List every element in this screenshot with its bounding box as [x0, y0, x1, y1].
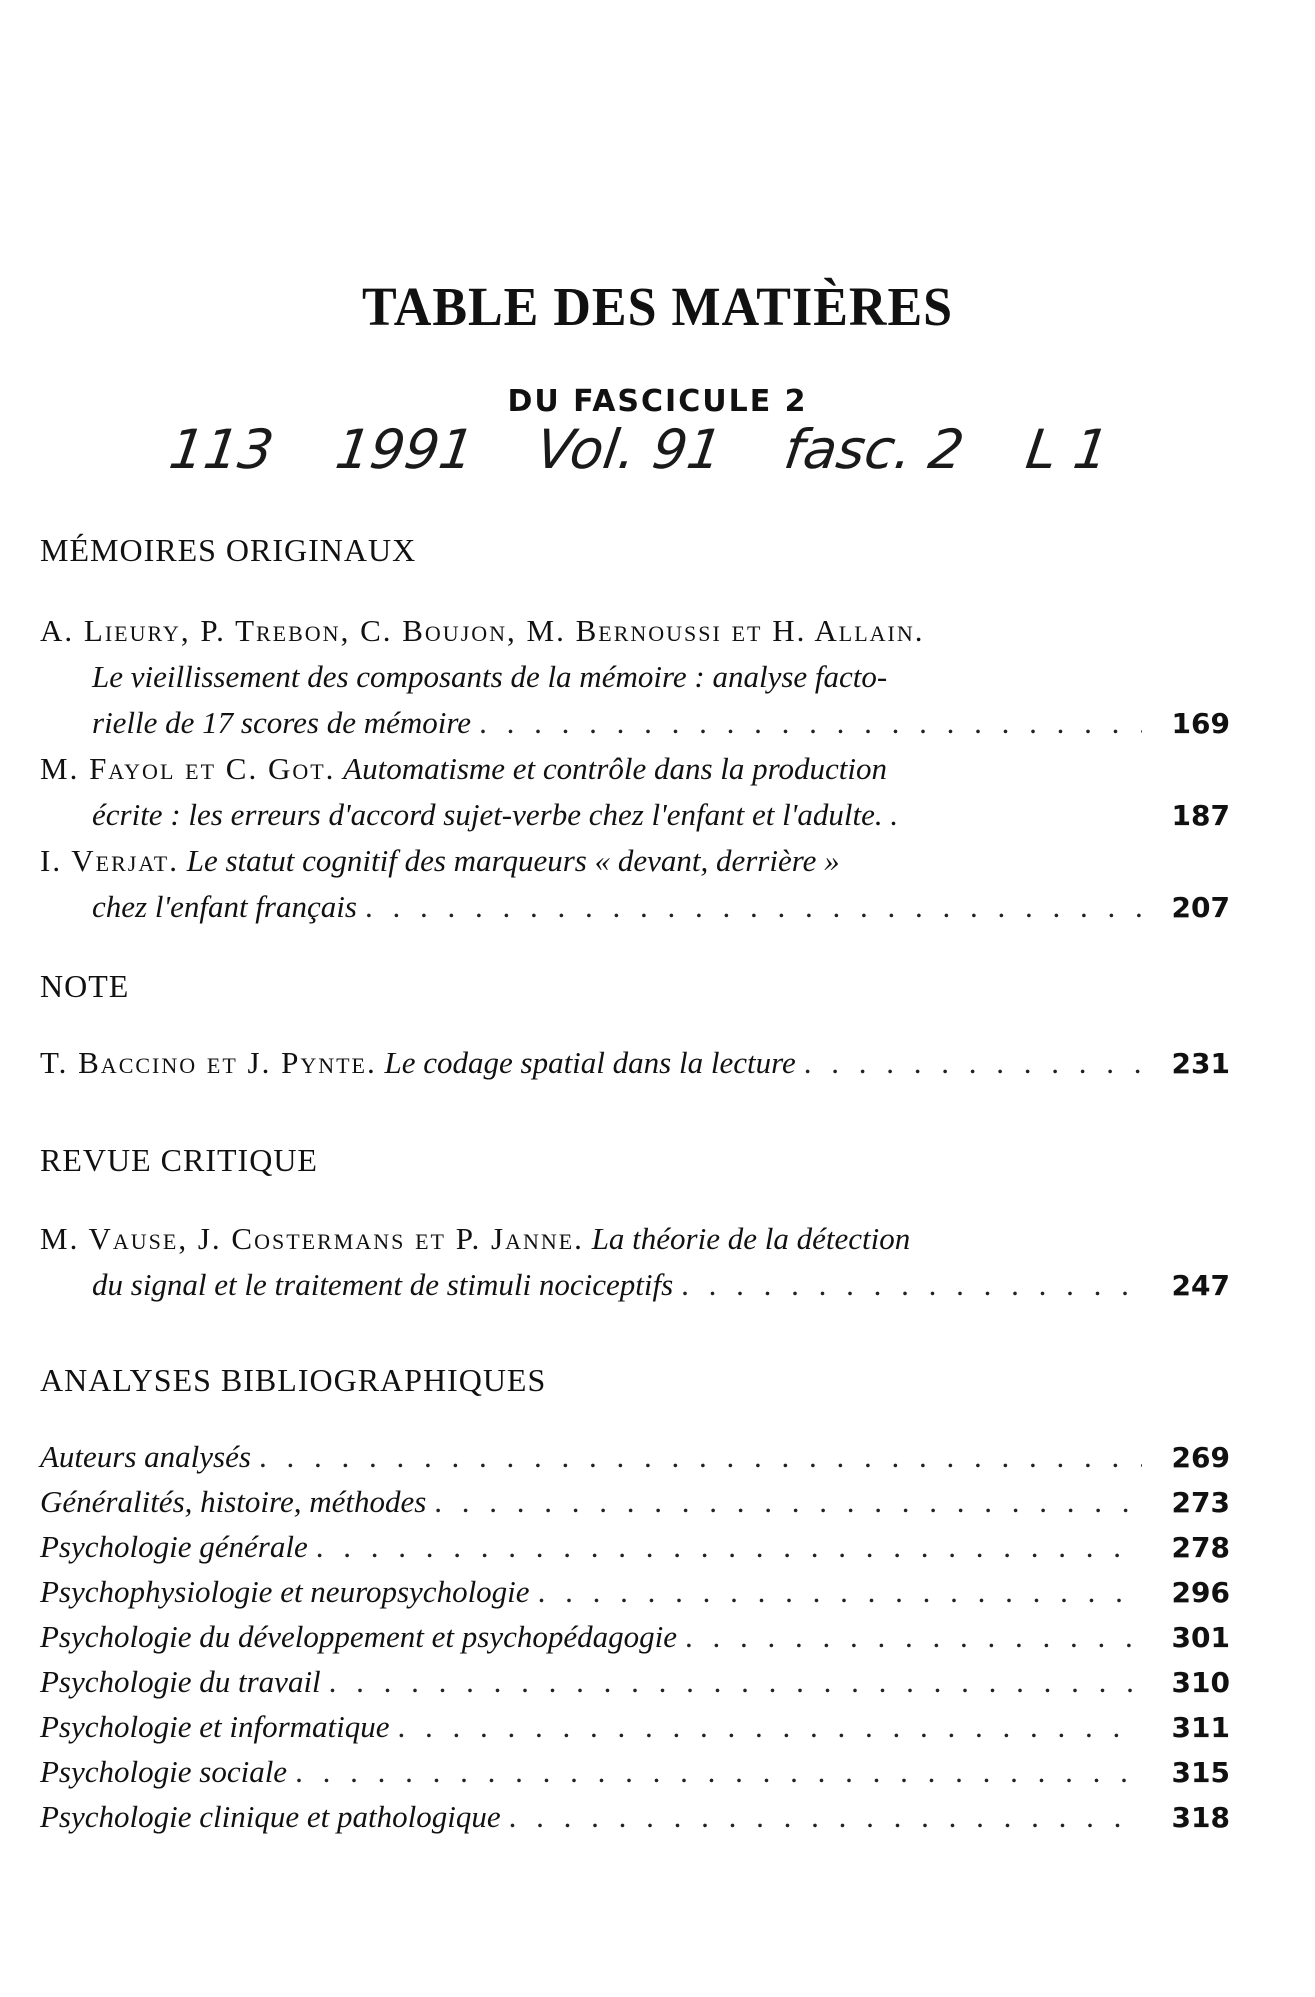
page-number: 310 [1171, 1666, 1230, 1699]
biblio-item[interactable] [40, 1659, 1230, 1704]
toc-entry-baccino[interactable] [40, 1040, 1230, 1086]
handwritten-year: 1991 [331, 418, 479, 481]
entry-first-line [40, 746, 1230, 792]
biblio-label: Psychologie et informatique [40, 1709, 390, 1744]
leader-dots [329, 1659, 1142, 1705]
page-number: 311 [1171, 1711, 1230, 1744]
handwritten-number: 113 [165, 418, 278, 481]
biblio-item[interactable] [40, 1569, 1230, 1614]
page-number: 269 [1171, 1441, 1230, 1474]
leader-dots [398, 1704, 1142, 1750]
leader-dots [365, 884, 1142, 930]
biblio-item[interactable] [40, 1434, 1230, 1479]
page-number: 315 [1171, 1756, 1230, 1789]
page-number: 247 [1171, 1269, 1230, 1302]
leader-dots [479, 700, 1142, 746]
entry-authors: A. Lieury, P. Trebon, C. Boujon, M. Bernoussi et H. Allain. [40, 613, 925, 648]
biblio-label: Psychologie générale [40, 1529, 308, 1564]
toc-entry-lieury[interactable] [40, 608, 1230, 746]
handwritten-code: L 1 [1022, 418, 1113, 481]
biblio-item[interactable] [40, 1524, 1230, 1569]
leader-dots [685, 1614, 1142, 1660]
leader-dots [434, 1479, 1142, 1525]
entry-authors: M. Vause, J. Costermans et P. Janne. [40, 1221, 584, 1256]
handwritten-fascicle: fasc. 2 [780, 418, 968, 481]
biblio-label: Auteurs analysés [40, 1439, 251, 1474]
biblio-item[interactable] [40, 1479, 1230, 1524]
handwritten-volume: Vol. 91 [532, 418, 727, 481]
leader-dots [295, 1749, 1142, 1795]
biblio-list [40, 1434, 1230, 1839]
leader-dots [259, 1434, 1142, 1480]
section-heading-revue: REVUE CRITIQUE [40, 1142, 318, 1178]
page-number: 231 [1171, 1047, 1230, 1080]
handwritten-annotation [166, 418, 1315, 481]
page-number: 278 [1171, 1531, 1230, 1564]
entry-authors: T. Baccino et J. Pynte. [40, 1045, 377, 1080]
entry-authors: M. Fayol et C. Got. [40, 751, 336, 786]
entry-authors: I. Verjat. [40, 843, 179, 878]
toc-entry-verjat[interactable] [40, 838, 1230, 930]
page-number: 207 [1171, 891, 1230, 924]
entry-title: Automatisme et contrôle dans la production [343, 751, 888, 786]
page-title: TABLE DES MATIÈRES [361, 277, 954, 338]
entry-title: Le statut cognitif des marqueurs « devant, derrière » [186, 843, 840, 878]
entry-title: Le codage spatial dans la lecture [384, 1045, 796, 1080]
entry-title-line: rielle de 17 scores de mémoire . . . 169 [40, 700, 1230, 746]
biblio-label: Psychologie du travail [40, 1664, 321, 1699]
entry-first-line [40, 838, 1230, 884]
page-number: 169 [1171, 707, 1230, 740]
page-number: 318 [1171, 1801, 1230, 1834]
entry-title: La théorie de la détection [591, 1221, 911, 1256]
leader-dots [538, 1569, 1142, 1615]
page-number: 273 [1171, 1486, 1230, 1519]
section-heading-memoires: MÉMOIRES ORIGINAUX [40, 532, 417, 568]
entry-title-line: Le vieillissement des composants de la mémoire : analyse facto- [92, 659, 888, 694]
leader-dots [509, 1794, 1142, 1840]
entry-first-line [40, 1216, 1230, 1262]
page-subtitle: DU FASCICULE 2 [507, 384, 808, 419]
page-number: 296 [1171, 1576, 1230, 1609]
page-number: 187 [1171, 799, 1230, 832]
leader-dots [316, 1524, 1142, 1570]
toc-entry-fayol[interactable] [40, 746, 1230, 838]
biblio-label: Psychologie clinique et pathologique [40, 1799, 501, 1834]
entry-title-line: du signal et le traitement de stimuli nociceptifs . . . 247 [40, 1262, 1230, 1308]
biblio-label: Généralités, histoire, méthodes [40, 1484, 427, 1519]
toc-entry-vause[interactable] [40, 1216, 1230, 1308]
biblio-item[interactable] [40, 1794, 1230, 1839]
leader-dots [804, 1040, 1142, 1086]
leader-dots [681, 1262, 1142, 1308]
biblio-label: Psychologie sociale [40, 1754, 288, 1789]
biblio-item[interactable] [40, 1704, 1230, 1749]
page-number: 301 [1171, 1621, 1230, 1654]
entry-title-line: chez l'enfant français . . . 207 [40, 884, 1230, 930]
biblio-label: Psychophysiologie et neuropsychologie [40, 1574, 530, 1609]
biblio-item[interactable] [40, 1614, 1230, 1659]
biblio-label: Psychologie du développement et psychopédagogie [40, 1619, 677, 1654]
entry-title-line: écrite : les erreurs d'accord sujet-verbe chez l'enfant et l'adulte. . 187 [40, 792, 1230, 838]
section-heading-note: NOTE [40, 968, 130, 1004]
section-heading-analyses: ANALYSES BIBLIOGRAPHIQUES [40, 1362, 547, 1398]
biblio-item[interactable] [40, 1749, 1230, 1794]
